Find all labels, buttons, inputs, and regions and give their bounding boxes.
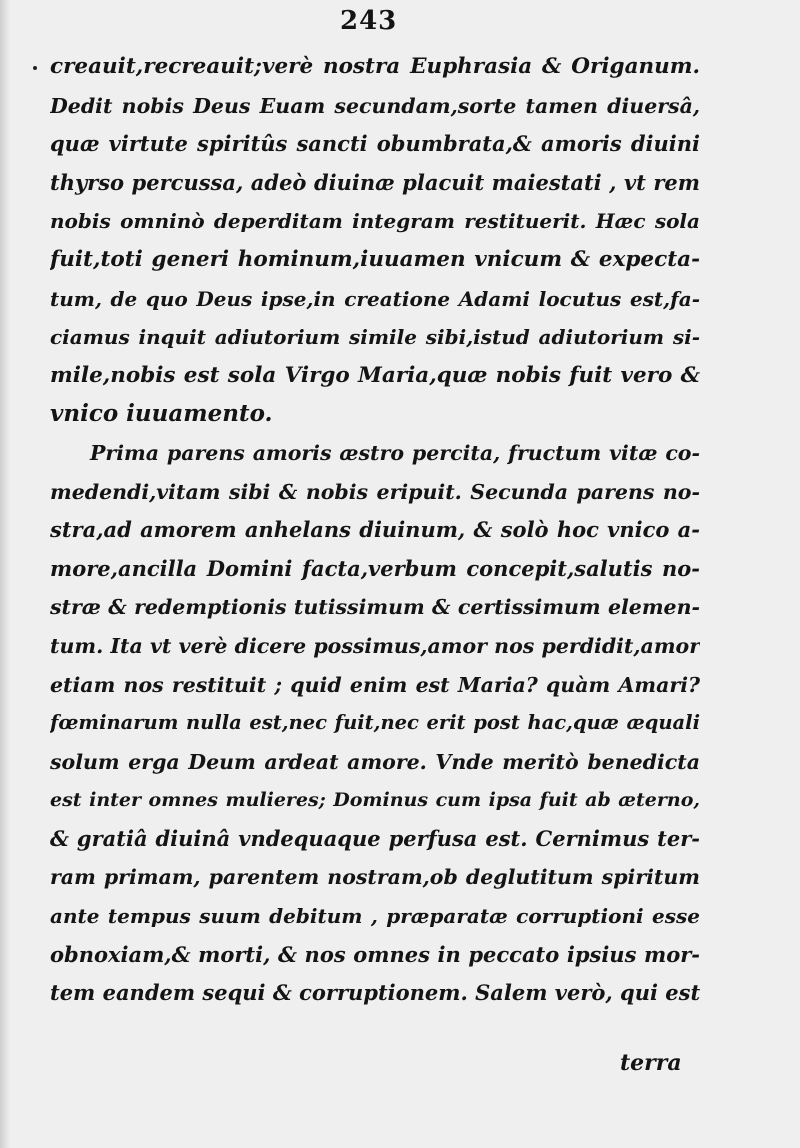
catchword: terra [620,1050,682,1076]
text-line: ante tempus suum debitum , præparatæ corruptioni esse [50,904,700,929]
text-line: obnoxiam,& morti, & nos omnes in peccato ipsius mor- [50,941,700,967]
text-line: ciamus inquit adiutorium simile sibi,istud adiutorium si- [50,325,700,350]
text-line: fœminarum nulla est,nec fuit,nec erit post hac,quæ æquali [50,711,700,735]
text-line: ram primam, parentem nostram,ob deglutitum spiritum [50,865,700,890]
text-line: fuit,toti generi hominum,iuuamen vnicum & expecta- [50,246,700,272]
text-line: solum erga Deum ardeat amore. Vnde meritò benedicta [50,749,700,774]
text-line: tum. Ita vt verè dicere possimus,amor nos perdidit,amor [50,633,700,658]
paragraph-1 [50,48,700,434]
text-line: creauit,recreauit;verè nostra Euphrasia & Origanum. [50,54,700,79]
text-line: mile,nobis est sola Virgo Maria,quæ nobis fuit vero & [50,362,700,388]
ink-speck [33,66,37,70]
text-line: tum, de quo Deus ipse,in creatione Adami locutus est,fa- [50,286,700,311]
text-line: etiam nos restituit ; quid enim est Maria? quàm Amari? [50,672,700,697]
text-line: more,ancilla Domini facta,verbum concepit,salutis no- [50,555,700,581]
text-line: medendi,vitam sibi & nobis eripuit. Secunda parens no- [50,479,700,504]
text-line: est inter omnes mulieres; Dominus cum ipsa fuit ab æterno, [50,789,700,812]
paragraph-2 [50,434,700,1013]
text-line: Prima parens amoris æstro percita, fructum vitæ co- [90,440,700,465]
text-line: thyrso percussa, adeò diuinæ placuit maiestati , vt rem [50,169,700,195]
page-number: 243 [340,6,398,36]
text-line: stræ & redemptionis tutissimum & certissimum elemen- [50,595,700,620]
text-line: nobis omninò deperditam integram restituerit. Hæc sola [50,209,700,234]
text-line: Dedit nobis Deus Euam secundam,sorte tamen diuersâ, [50,93,700,118]
text-line: stra,ad amorem anhelans diuinum, & solò hoc vnico a- [50,517,700,543]
text-line: vnico iuuamento. [50,400,273,428]
text-line: quæ virtute spiritûs sancti obumbrata,& amoris diuini [50,131,700,157]
text-line: & gratiâ diuinâ vndequaque perfusa est. Cernimus ter- [50,825,700,851]
text-line: tem eandem sequi & corruptionem. Salem verò, qui est [50,980,700,1006]
body-text [50,48,700,1013]
